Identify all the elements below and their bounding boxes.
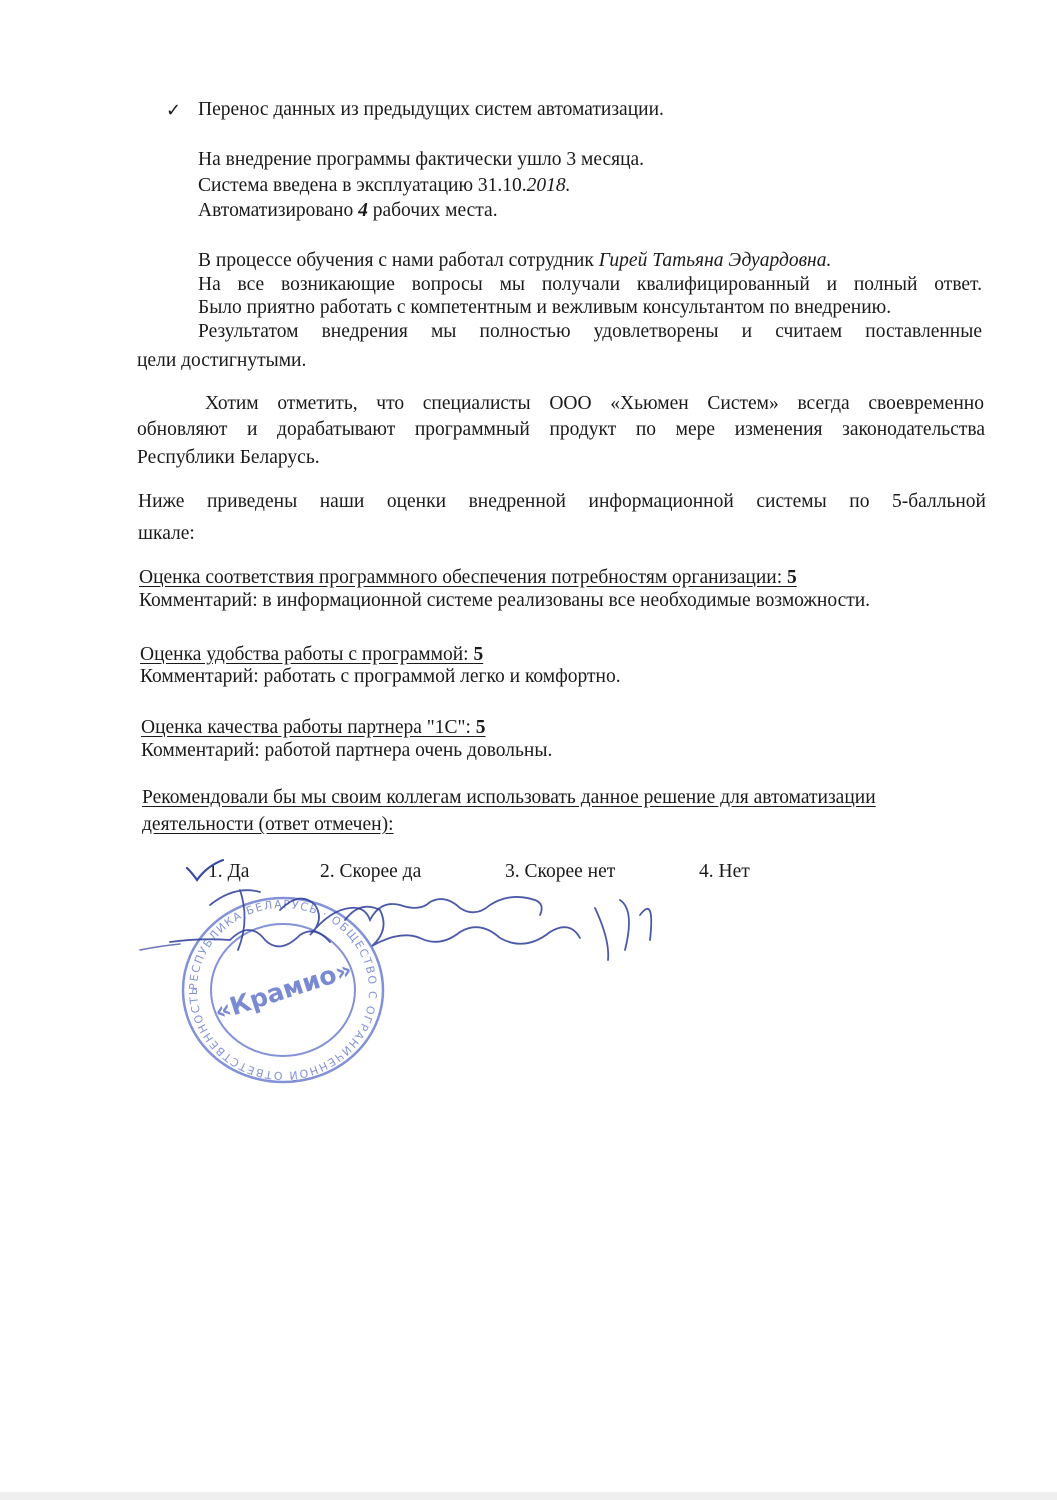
note-line-3: Республики Беларусь.	[137, 447, 320, 468]
scan-bottom-edge	[0, 1492, 1057, 1500]
result-line-2: цели достигнутыми.	[137, 350, 307, 371]
rating-3-comment: Комментарий: работой партнера очень довольны.	[141, 740, 553, 761]
stamp-ring-text: РЕСПУБЛИКА БЕЛАРУСЬ · ОБЩЕСТВО С ОГРАНИЧЕННОЙ ОТВЕТСТВЕННОСТЬЮ · ГОРОД МИНСК ·	[171, 885, 380, 1083]
note-line-2: обновляют и дорабатывают программный продукт по мере изменения законодательства	[137, 419, 985, 440]
rating-2-label: Оценка удобства работы с программой:	[140, 644, 474, 665]
questions-line: На все возникающие вопросы мы получали квалифицированный и полный ответ.	[198, 274, 982, 295]
scores-intro-2: шкале:	[138, 523, 195, 544]
rating-3-label: Оценка качества работы партнера "1С":	[141, 717, 476, 738]
checkmark-icon: ✓	[166, 100, 182, 121]
rating-2	[140, 643, 483, 667]
rating-2-value: 5	[473, 644, 484, 665]
option-1: 1. Да	[208, 861, 250, 882]
rating-1-value: 5	[787, 567, 797, 588]
rating-3-value: 5	[475, 717, 486, 738]
recommend-line-2: деятельности (ответ отмечен):	[142, 814, 394, 835]
workplaces: Автоматизировано 4 рабочих места.	[198, 200, 498, 221]
rating-3	[141, 716, 486, 740]
rating-2-comment: Комментарий: работать с программой легко и комфортно.	[140, 666, 621, 687]
recommend-line-1: Рекомендовали бы мы своим коллегам использовать данное решение для автоматизации	[142, 787, 876, 808]
option-2: 2. Скорее да	[320, 861, 422, 882]
note-line-1: Хотим отметить, что специалисты ООО «Хьюмен Систем» всегда своевременно	[205, 393, 984, 414]
rating-1-comment: Комментарий: в информационной системе реализованы все необходимые возможности.	[139, 590, 871, 611]
stamp-company-name: «Крамио»	[210, 954, 356, 1027]
commissioned-date: Система введена в эксплуатацию 31.10.2018.	[198, 175, 571, 196]
bullet-transfer: Перенос данных из предыдущих систем автоматизации.	[198, 99, 664, 120]
pleasant-line: Было приятно работать с компетентным и вежливым консультантом по внедрению.	[198, 297, 892, 318]
scores-intro-1: Ниже приведены наши оценки внедренной информационной системы по 5-балльной	[138, 491, 986, 512]
impl-time: На внедрение программы фактически ушло 3 месяца.	[198, 149, 645, 170]
option-3: 3. Скорее нет	[505, 861, 616, 882]
result-line-1: Результатом внедрения мы полностью удовлетворены и считаем поставленные	[198, 321, 982, 342]
signature	[140, 880, 660, 980]
option-4: 4. Нет	[699, 861, 750, 882]
trainer-line: В процессе обучения с нами работал сотрудник Гирей Татьяна Эдуардовна.	[198, 250, 832, 271]
rating-1	[139, 566, 797, 590]
rating-1-label: Оценка соответствия программного обеспечения потребностям организации:	[139, 567, 788, 588]
